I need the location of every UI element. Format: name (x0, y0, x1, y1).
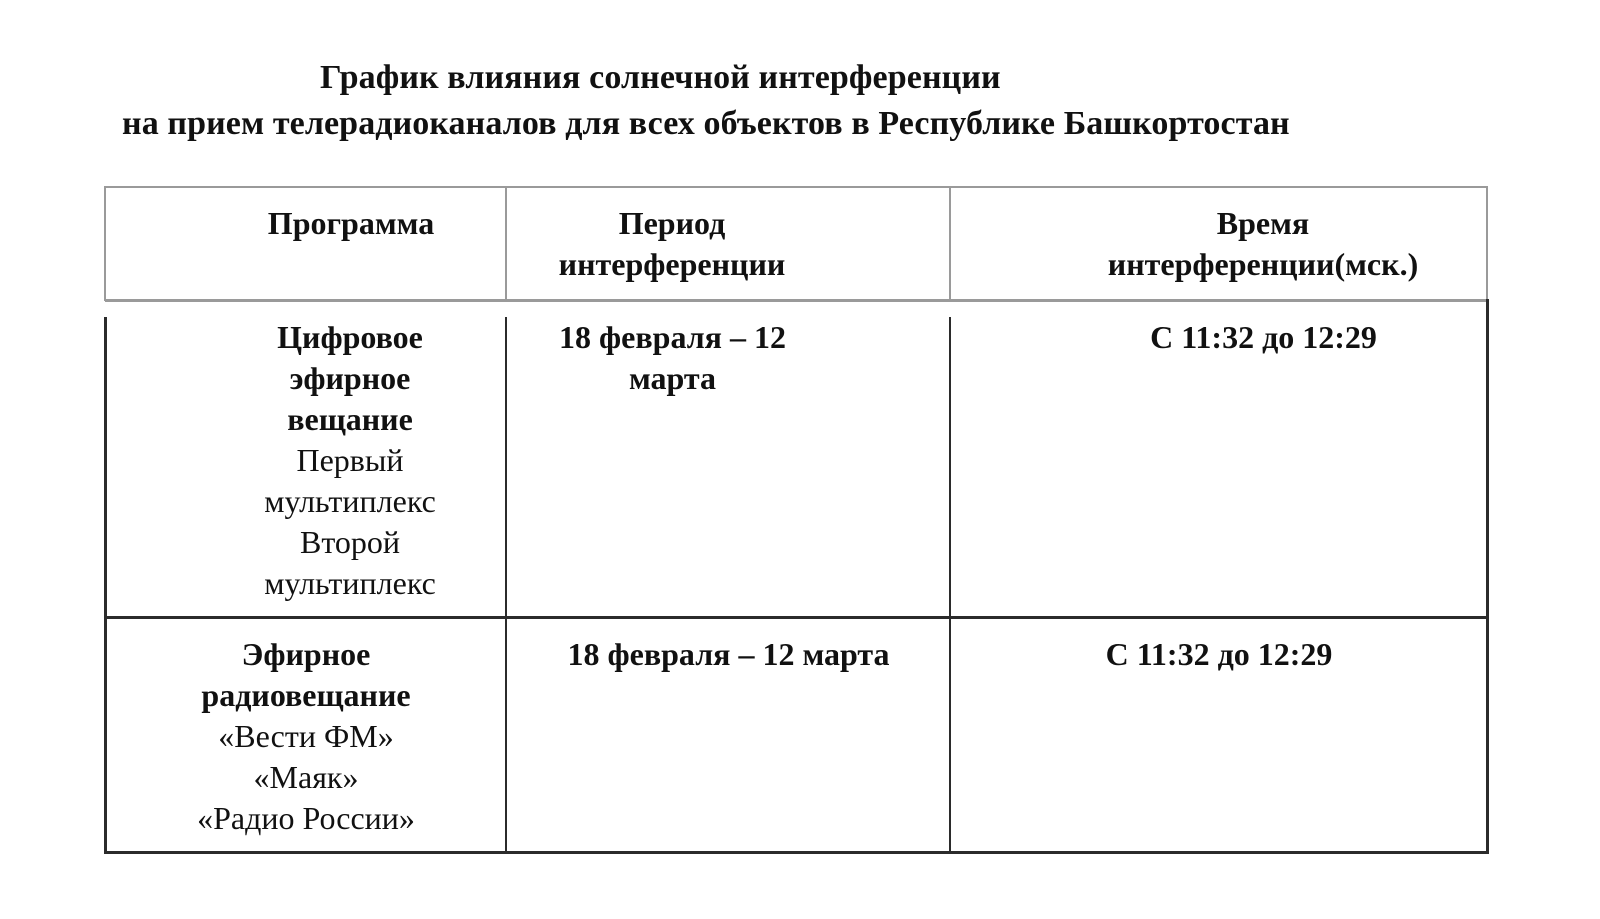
time-text: С 11:32 до 12:29 (1150, 319, 1377, 355)
header-period (506, 203, 838, 285)
table-border (1486, 299, 1489, 853)
header-text: интерференции(мск.) (1107, 246, 1419, 282)
program-title: радиовещание (201, 677, 411, 713)
table-row-radio-program (106, 634, 506, 839)
table-row-radio-period (506, 634, 951, 675)
program-item: «Радио России» (197, 800, 415, 836)
header-time (951, 203, 1575, 285)
table-row-digital-program (156, 317, 544, 604)
table-border (104, 851, 1489, 854)
table-border (105, 186, 1488, 188)
program-title: эфирное (289, 360, 411, 396)
header-text: Период (618, 205, 726, 241)
program-title: Цифровое (277, 319, 423, 355)
program-item: Второй (299, 524, 401, 560)
title-line-1: График влияния солнечной интерференции (320, 59, 1001, 96)
table-border (949, 317, 951, 853)
program-item: «Маяк» (253, 759, 359, 795)
table-border (104, 616, 1489, 619)
table-row-radio-time (951, 634, 1487, 675)
table-row-digital-period (506, 317, 839, 399)
program-title: вещание (287, 401, 413, 437)
program-item: мультиплекс (264, 483, 436, 519)
time-text: С 11:32 до 12:29 (1105, 636, 1333, 672)
period-text: марта (628, 360, 717, 396)
program-title: Эфирное (241, 636, 371, 672)
header-text: Программа (267, 205, 435, 241)
period-text: 18 февраля – 12 марта (567, 636, 890, 672)
program-item: мультиплекс (264, 565, 436, 601)
table-border (104, 186, 106, 301)
header-text: интерференции (558, 246, 786, 282)
table-row-digital-time (951, 317, 1576, 358)
table-border (105, 299, 1488, 302)
header-text: Время (1216, 205, 1310, 241)
title-line-2: на прием телерадиоканалов для всех объектов в Республике Башкортостан (122, 105, 1290, 142)
header-program (156, 203, 546, 244)
program-item: «Вести ФМ» (218, 718, 394, 754)
interference-table (106, 189, 1488, 853)
period-text: 18 февраля – 12 (559, 319, 786, 355)
program-item: Первый (296, 442, 404, 478)
